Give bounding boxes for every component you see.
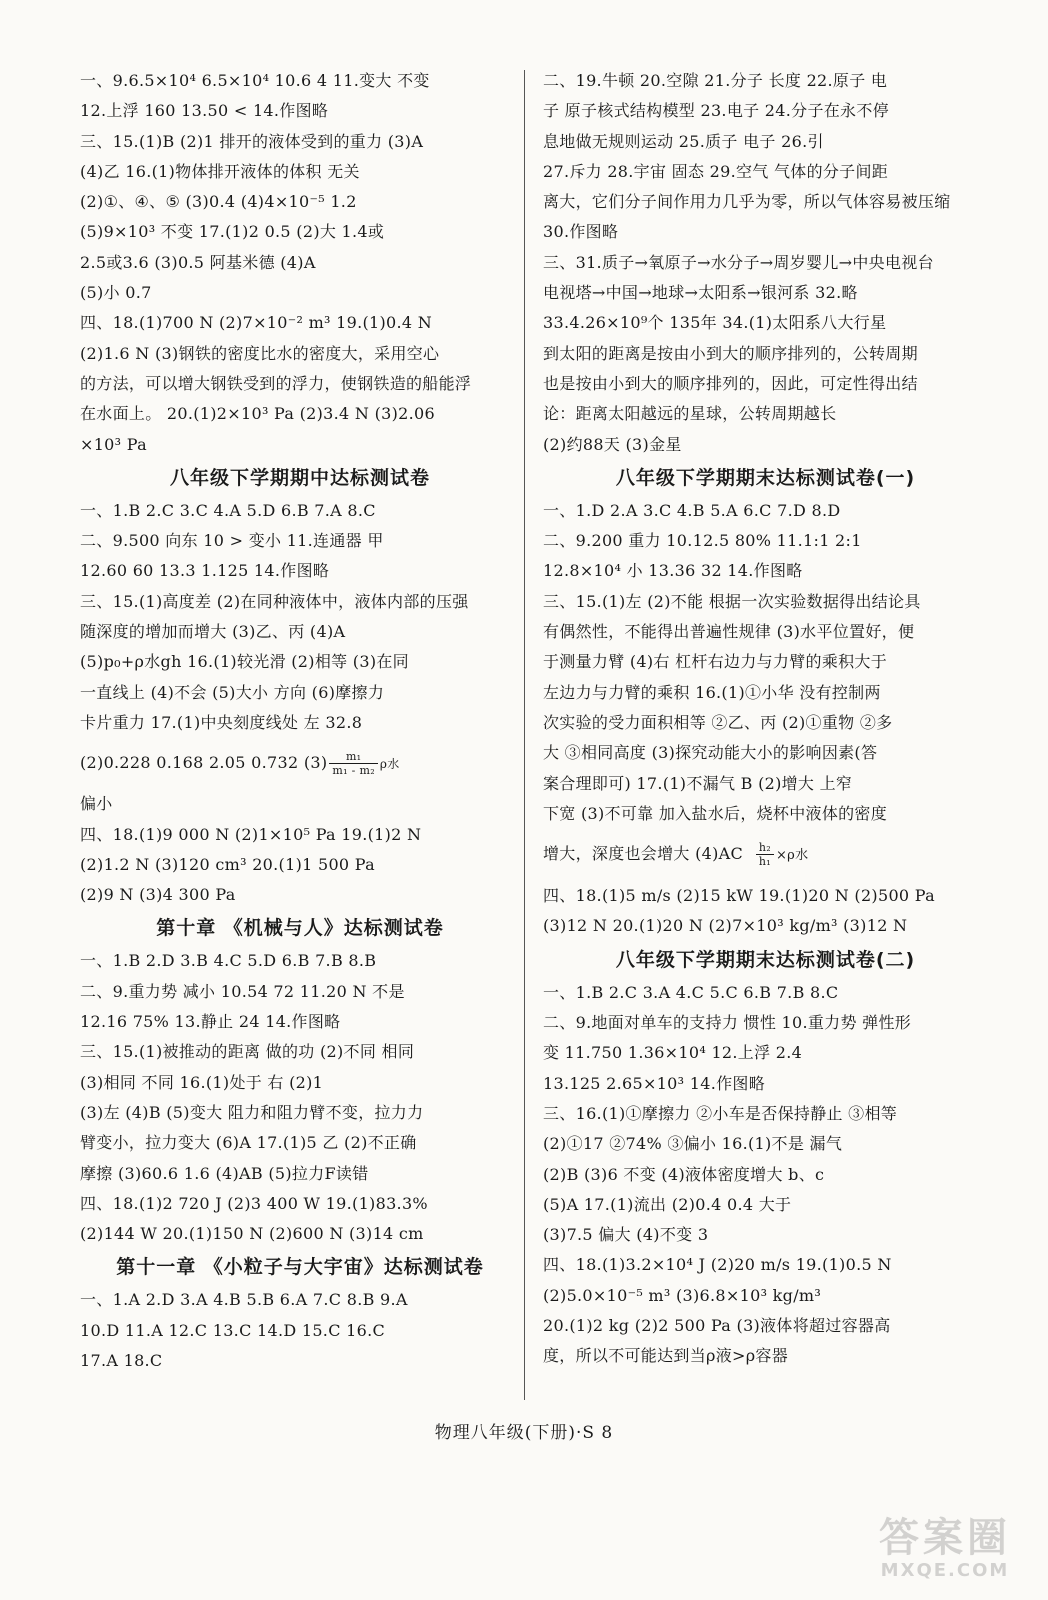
answer-line: 2.5或3.6 (3)0.5 阿基米德 (4)A — [80, 252, 316, 272]
answer-line: 案合理即可) 17.(1)不漏气 B (2)增大 上窄 — [543, 773, 853, 793]
answer-line: 摩擦 (3)60.6 1.6 (4)AB (5)拉力F读错 — [80, 1163, 369, 1183]
answers-chapter-10 — [80, 946, 520, 1249]
answer-line: 于测量力臂 (4)右 杠杆右边力与力臂的乘积大于 — [543, 652, 888, 672]
answer-line: 变 11.750 1.36×10⁴ 12.上浮 2.4 — [543, 1043, 803, 1063]
answer-line: 左边力与力臂的乘积 16.(1)①小华 没有控制两 — [543, 682, 881, 702]
formula-line-midterm: (2)0.228 0.168 2.05 0.732 (3) $\frac{\text{m₁}}{\text{m₁ - m₂}}$ ρ水 — [80, 750, 400, 778]
right-column — [543, 66, 988, 1372]
answer-line: 12.8×10⁴ 小 13.36 32 14.作图略 — [543, 561, 803, 581]
formula-tail: ×ρ水 — [775, 848, 809, 864]
answer-line: 17.A 18.C — [80, 1350, 163, 1370]
fraction-denominator: h₁ — [758, 855, 771, 869]
column-divider — [524, 70, 525, 1400]
heading-final-2: 八年级下学期期末达标测试卷(二) — [615, 948, 916, 971]
watermark-logo — [860, 1516, 1030, 1586]
answer-line: (2)9 N (3)4 300 Pa — [80, 885, 236, 905]
answer-line: 二、9.500 向东 10 > 变小 11.连通器 甲 — [80, 531, 384, 551]
answer-line: 30.作图略 — [543, 222, 619, 242]
answer-line: (2)①、④、⑤ (3)0.4 (4)4×10⁻⁵ 1.2 — [80, 192, 357, 212]
answer-line: 息地做无规则运动 25.质子 电子 26.引 — [543, 131, 824, 151]
fraction-denominator: m₁ - m₂ — [332, 764, 375, 778]
answer-line: 四、18.(1)700 N (2)7×10⁻² m³ 19.(1)0.4 N — [80, 313, 433, 333]
answer-line: (5)A 17.(1)流出 (2)0.4 0.4 大于 — [543, 1194, 792, 1214]
answer-line: 12.上浮 160 13.50 < 14.作图略 — [80, 101, 329, 121]
answer-line: 一、1.B 2.C 3.C 4.A 5.D 6.B 7.A 8.C — [80, 500, 376, 520]
answer-line: 二、9.重力势 减小 10.54 72 11.20 N 不是 — [80, 981, 405, 1001]
answer-line: (2)1.6 N (3)钢铁的密度比水的密度大，采用空心 — [80, 343, 440, 363]
answer-line: (3)相同 不同 16.(1)处于 右 (2)1 — [80, 1072, 324, 1092]
answer-line: 子 原子核式结构模型 23.电子 24.分子在永不停 — [543, 101, 889, 121]
answer-line: (5)小 0.7 — [80, 283, 152, 303]
answer-line: 的方法，可以增大钢铁受到的浮力，使钢铁造的船能浮 — [80, 373, 472, 393]
answer-line: (4)乙 16.(1)物体排开液体的体积 无关 — [80, 161, 360, 181]
answer-line: (2)①17 ②74% ③偏小 16.(1)不是 漏气 — [543, 1134, 843, 1154]
answer-line: 到太阳的距离是按由小到大的顺序排列的，公转周期 — [543, 343, 918, 363]
answer-line: 二、9.地面对单车的支持力 惯性 10.重力势 弹性形 — [543, 1013, 912, 1033]
answer-line: 33.4.26×10⁹个 135年 34.(1)太阳系八大行星 — [543, 313, 887, 333]
answer-line: 论：距离太阳越远的星球，公转周期越长 — [543, 404, 837, 424]
answer-line: 三、15.(1)高度差 (2)在同种液体中，液体内部的压强 — [80, 591, 469, 611]
answer-line: (5)9×10³ 不变 17.(1)2 0.5 (2)大 1.4或 — [80, 222, 385, 242]
answer-line: 12.60 60 13.3 1.125 14.作图略 — [80, 561, 330, 581]
answer-line: 二、19.牛顿 20.空隙 21.分子 长度 22.原子 电 — [543, 71, 888, 90]
answer-line: ×10³ Pa — [80, 434, 147, 454]
watermark-url: MXQE.COM — [880, 1560, 1010, 1581]
heading-final-1: 八年级下学期期末达标测试卷(一) — [615, 466, 916, 489]
page-footer: 物理八年级(下册)·S 8 — [434, 1423, 614, 1443]
answer-line: 有偶然性，不能得出普遍性规律 (3)水平位置好，便 — [543, 622, 915, 642]
answers-chapter-11 — [80, 1285, 520, 1376]
formula-tail: ρ水 — [379, 757, 400, 772]
answer-line: 度，所以不可能达到当ρ液>ρ容器 — [543, 1346, 789, 1366]
answer-line: 四、18.(1)2 720 J (2)3 400 W 19.(1)83.3% — [80, 1193, 428, 1213]
answer-line: 下宽 (3)不可靠 加入盐水后，烧杯中液体的密度 — [543, 803, 888, 823]
fraction-numerator: m₁ — [329, 750, 378, 764]
answer-line: 次实验的受力面积相等 ②乙、丙 (2)①重物 ②多 — [543, 712, 893, 732]
fraction — [756, 841, 774, 868]
answer-line: 一、1.A 2.D 3.A 4.B 5.B 6.A 7.C 8.B 9.A — [80, 1290, 408, 1310]
answer-line: (3)12 N 20.(1)20 N (2)7×10³ kg/m³ (3)12 N — [543, 916, 908, 936]
answer-line: 四、18.(1)5 m/s (2)15 kW 19.(1)20 N (2)500 Pa — [543, 886, 935, 906]
answers-chapter-11-cont — [543, 66, 988, 460]
left-column — [80, 66, 520, 1376]
answer-line: (5)p₀+ρ水gh 16.(1)较光滑 (2)相等 (3)在同 — [80, 652, 409, 672]
answer-line: 电视塔→中国→地球→太阳系→银河系 32.略 — [543, 283, 858, 303]
answer-line: 三、31.质子→氧原子→水分子→周岁婴儿→中央电视台 — [543, 252, 934, 272]
answer-line: 一直线上 (4)不会 (5)大小 方向 (6)摩擦力 — [80, 682, 385, 702]
answer-line: 随深度的增加而增大 (3)乙、丙 (4)A — [80, 622, 346, 642]
answer-line: (2)1.2 N (3)120 cm³ 20.(1)1 500 Pa — [80, 854, 375, 874]
answer-line: 在水面上。 20.(1)2×10³ Pa (2)3.4 N (3)2.06 — [80, 404, 435, 424]
fraction-numerator: h₂ — [756, 841, 774, 855]
answer-line: 三、16.(1)①摩擦力 ②小车是否保持静止 ③相等 — [543, 1103, 898, 1123]
answers-midterm — [80, 496, 520, 738]
answer-line: 12.16 75% 13.静止 24 14.作图略 — [80, 1012, 341, 1032]
heading-midterm: 八年级下学期期中达标测试卷 — [169, 466, 430, 489]
formula-line-final-1: 增大，深度也会增大 (4)AC $\frac{\text{h₂}}{\text{h₁}}$ ×ρ水 — [543, 841, 809, 869]
answers-final-2 — [543, 978, 988, 1372]
answer-line: 离大，它们分子间作用力几乎为零，所以气体容易被压缩 — [543, 192, 951, 212]
answer-line: 也是按由小到大的顺序排列的，因此，可定性得出结 — [543, 373, 918, 393]
answer-line: 一、9.6.5×10⁴ 6.5×10⁴ 10.6 4 11.变大 不变 — [80, 71, 430, 90]
answer-line: 三、15.(1)B (2)1 排开的液体受到的重力 (3)A — [80, 131, 424, 151]
fraction — [329, 750, 378, 777]
answer-line: 一、1.D 2.A 3.C 4.B 5.A 6.C 7.D 8.D — [543, 500, 841, 520]
answers-final-1 — [543, 496, 988, 829]
answer-line: (2)B (3)6 不变 (4)液体密度增大 b、c — [543, 1164, 825, 1184]
answer-line: 20.(1)2 kg (2)2 500 Pa (3)液体将超过容器高 — [543, 1315, 891, 1335]
answer-line: (3)7.5 偏大 (4)不变 3 — [543, 1225, 709, 1245]
answers-final-1-cont — [543, 881, 988, 942]
answer-line: 大 ③相同高度 (3)探究动能大小的影响因素(答 — [543, 743, 878, 763]
answer-line: 四、18.(1)3.2×10⁴ J (2)20 m/s 19.(1)0.5 N — [543, 1255, 892, 1275]
heading-chapter-10: 第十章 《机械与人》达标测试卷 — [156, 917, 444, 940]
answer-line: 10.D 11.A 12.C 13.C 14.D 15.C 16.C — [80, 1320, 386, 1340]
answer-line: (2)约88天 (3)金星 — [543, 434, 682, 454]
answer-line: 四、18.(1)9 000 N (2)1×10⁵ Pa 19.(1)2 N — [80, 824, 422, 844]
watermark-text: 答案圈 — [879, 1515, 1011, 1561]
answer-line: 偏小 — [80, 794, 113, 814]
answer-line: (2)5.0×10⁻⁵ m³ (3)6.8×10³ kg/m³ — [543, 1285, 822, 1305]
answers-midterm-cont — [80, 789, 520, 910]
answer-line: 三、15.(1)被推动的距离 做的功 (2)不同 相同 — [80, 1042, 415, 1062]
answer-line: 二、9.200 重力 10.12.5 80% 11.1:1 2:1 — [543, 531, 862, 551]
answer-line: 一、1.B 2.D 3.B 4.C 5.D 6.B 7.B 8.B — [80, 951, 377, 971]
answers-ch9-continued — [80, 66, 520, 460]
answer-line: (2)144 W 20.(1)150 N (2)600 N (3)14 cm — [80, 1224, 424, 1244]
answer-line: (3)左 (4)B (5)变大 阻力和阻力臂不变，拉力力 — [80, 1102, 424, 1122]
answer-line: 27.斥力 28.宇宙 固态 29.空气 气体的分子间距 — [543, 161, 889, 181]
answer-line: 三、15.(1)左 (2)不能 根据一次实验数据得出结论具 — [543, 591, 921, 611]
answer-line: 卡片重力 17.(1)中央刻度线处 左 32.8 — [80, 712, 363, 732]
answer-line: 13.125 2.65×10³ 14.作图略 — [543, 1073, 766, 1093]
heading-chapter-11: 第十一章 《小粒子与大宇宙》达标测试卷 — [116, 1256, 484, 1279]
answer-line: 一、1.B 2.C 3.A 4.C 5.C 6.B 7.B 8.C — [543, 982, 839, 1002]
answer-line: 臂变小，拉力变大 (6)A 17.(1)5 乙 (2)不正确 — [80, 1133, 417, 1153]
